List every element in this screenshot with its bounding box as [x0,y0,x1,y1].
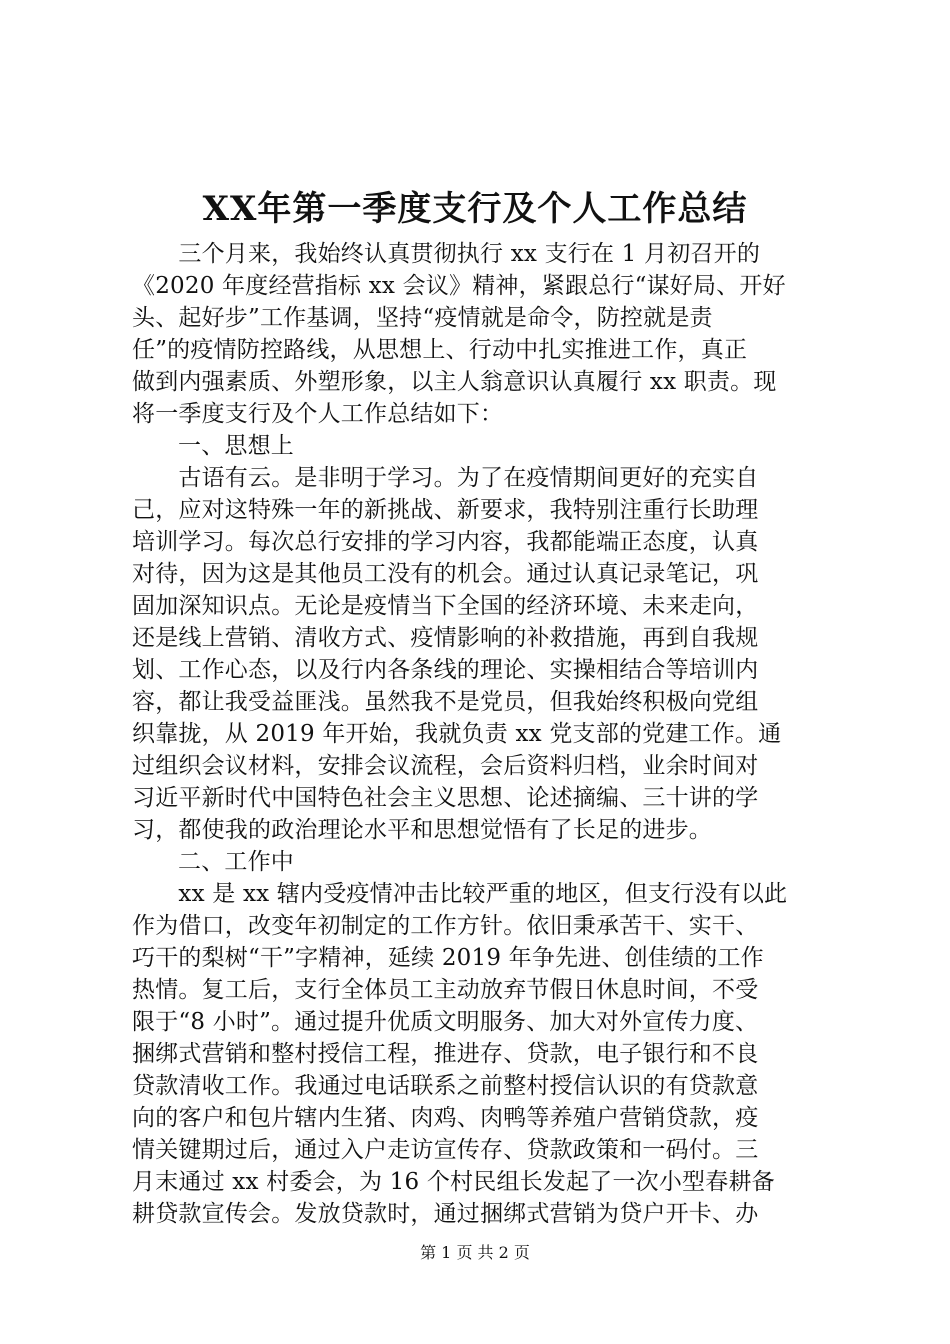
body-line: 划、工作心态，以及行内各条线的理论、实操相结合等培训内 [132,657,759,683]
document-title: XX年第一季度支行及个人工作总结 [202,189,748,229]
body-line: 己，应对这特殊一年的新挑战、新要求，我特别注重行长助理 [132,497,759,523]
body-line: 还是线上营销、清收方式、疫情影响的补救措施，再到自我规 [132,625,759,651]
body-line: 过组织会议材料，安排会议流程，会后资料归档，业余时间对 [132,753,759,779]
body-line: 习近平新时代中国特色社会主义思想、论述摘编、三十讲的学 [132,785,759,811]
body-line: 习，都使我的政治理论水平和思想觉悟有了长足的进步。 [132,817,712,843]
body-line: 三个月来，我始终认真贯彻执行 xx 支行在 1 月初召开的 [132,241,761,267]
section-heading: 二、工作中 [178,849,294,875]
section-heading: 一、思想上 [178,433,294,459]
body-line: 热情。复工后，支行全体员工主动放弃节假日休息时间，不受 [132,977,759,1003]
body-line: 培训学习。每次总行安排的学习内容，我都能端正态度，认真 [132,529,759,555]
body-line: 巧干的梨树“干”字精神，延续 2019 年争先进、创佳绩的工作 [132,945,764,971]
body-line: 向的客户和包片辖内生猪、肉鸡、肉鸭等养殖户营销贷款，疫 [132,1105,759,1131]
body-line: 对待，因为这是其他员工没有的机会。通过认真记录笔记，巩 [132,561,759,587]
body-line: 月末通过 xx 村委会，为 16 个村民组长发起了一次小型春耕备 [132,1169,775,1195]
body-line: 古语有云。是非明于学习。为了在疫情期间更好的充实自 [132,465,759,491]
body-line: 固加深知识点。无论是疫情当下全国的经济环境、未来走向， [132,593,759,619]
body-line: 任”的疫情防控路线，从思想上、行动中扎实推进工作，真正 [132,337,748,363]
body-line: 织靠拢，从 2019 年开始，我就负责 xx 党支部的党建工作。通 [132,721,782,747]
body-line: 容，都让我受益匪浅。虽然我不是党员，但我始终积极向党组 [132,689,759,715]
document-body [132,238,832,1230]
body-line: 耕贷款宣传会。发放贷款时，通过捆绑式营销为贷户开卡、办 [132,1201,759,1227]
body-line: 将一季度支行及个人工作总结如下： [132,401,504,427]
page-number-footer: 第 1 页 共 2 页 [420,1243,530,1262]
body-line: 做到内强素质、外塑形象，以主人翁意识认真履行 xx 职责。现 [132,369,777,395]
body-line: xx 是 xx 辖内受疫情冲击比较严重的地区，但支行没有以此 [132,881,788,907]
body-line: 捆绑式营销和整村授信工程，推进存、贷款，电子银行和不良 [132,1041,759,1067]
body-line: 头、起好步”工作基调，坚持“疫情就是命令，防控就是责 [132,305,713,331]
body-line: 作为借口，改变年初制定的工作方针。依旧秉承苦干、实干、 [132,913,759,939]
body-line: 限于“8 小时”。通过提升优质文明服务、加大对外宣传力度、 [132,1009,759,1035]
body-line: 《2020 年度经营指标 xx 会议》精神，紧跟总行“谋好局、开好 [132,273,786,299]
body-line: 贷款清收工作。我通过电话联系之前整村授信认识的有贷款意 [132,1073,759,1099]
body-line: 情关键期过后，通过入户走访宣传存、贷款政策和一码付。三 [132,1137,759,1163]
